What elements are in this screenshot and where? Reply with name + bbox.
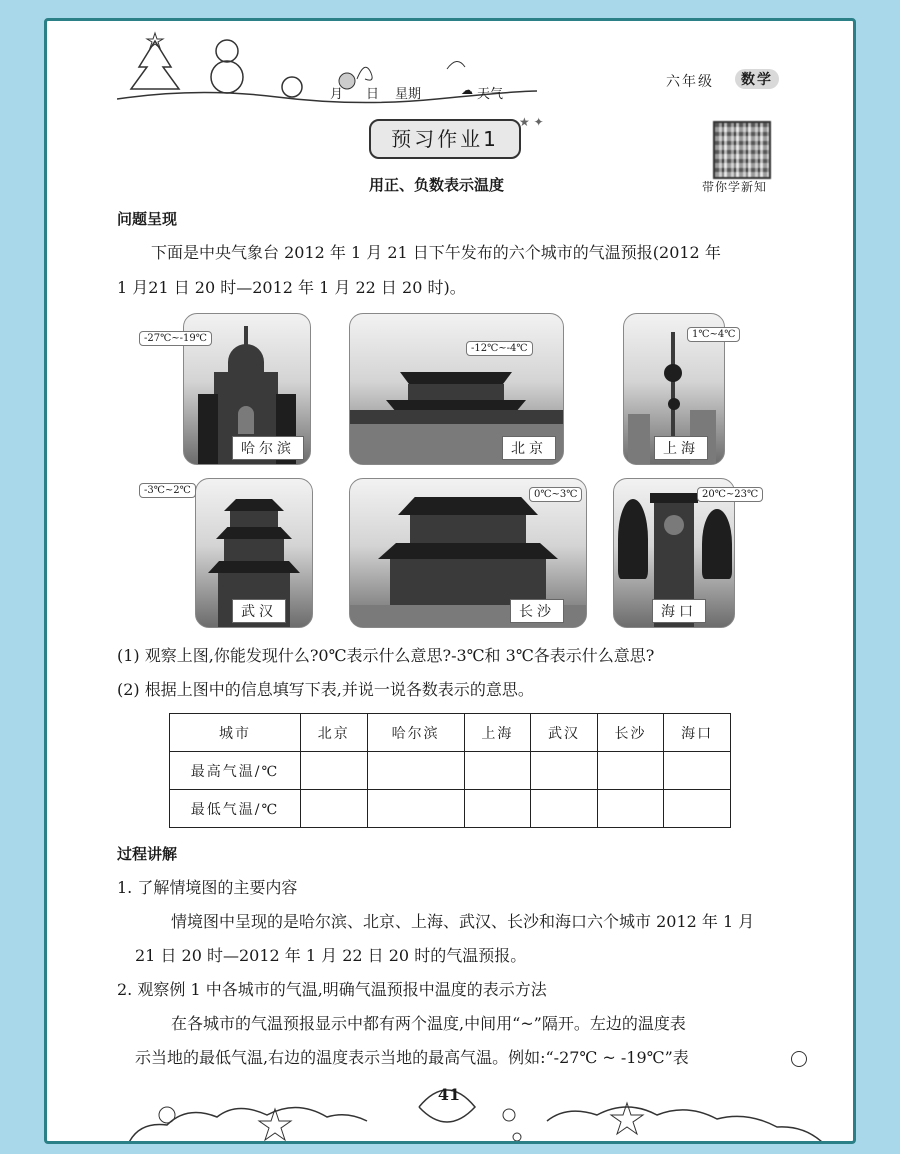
table-header-cell: 长沙 <box>597 714 664 752</box>
city-label: 海口 <box>652 599 706 623</box>
step-1-line-1: 情境图中呈现的是哈尔滨、北京、上海、武汉、长沙和海口六个城市 2012 年 1 月 <box>171 912 755 931</box>
cloud-icon: ☁ <box>461 83 473 97</box>
subject-badge: 数学 <box>735 69 779 89</box>
table-row <box>170 790 731 828</box>
table-header-cell: 上海 <box>464 714 531 752</box>
step-2-line-2: 示当地的最低气温,右边的温度表示当地的最高气温。例如:“-27℃ ~ -19℃”表 <box>135 1048 689 1067</box>
blank-cell[interactable] <box>367 752 464 790</box>
blank-cell[interactable] <box>531 752 598 790</box>
city-label: 上海 <box>654 436 708 460</box>
circle-marker-icon <box>791 1051 807 1067</box>
section-heading-process: 过程讲解 <box>117 845 178 863</box>
temp-bubble: 20℃~23℃ <box>697 487 763 502</box>
grade-label: 六年级 <box>666 74 714 90</box>
intro-line-1: 下面是中央气象台 2012 年 1 月 21 日下午发布的六个城市的气温预报(2012 年 <box>151 243 721 262</box>
table-header-cell: 北京 <box>301 714 368 752</box>
page-number: 41 <box>437 1085 461 1104</box>
table-header-cell: 城市 <box>170 714 301 752</box>
date-label-day: 日 <box>366 87 380 102</box>
blank-cell[interactable] <box>464 752 531 790</box>
blank-cell[interactable] <box>597 790 664 828</box>
blank-cell[interactable] <box>664 790 731 828</box>
blank-cell[interactable] <box>464 790 531 828</box>
blank-cell[interactable] <box>531 790 598 828</box>
temp-bubble: -3℃~2℃ <box>139 483 196 498</box>
star-icon: ★ ✦ <box>519 115 544 129</box>
section-heading-problem: 问题呈现 <box>117 210 178 228</box>
blank-cell[interactable] <box>301 790 368 828</box>
date-label-weekday: 星期 <box>395 87 422 102</box>
question-1: (1) 观察上图,你能发现什么?0℃表示什么意思?-3℃和 3℃各表示什么意思? <box>117 646 655 665</box>
table-header-row <box>170 714 731 752</box>
header-decoration <box>117 29 537 109</box>
step-2-title: 2. 观察例 1 中各城市的气温,明确气温预报中温度的表示方法 <box>117 980 547 999</box>
title-box: 预习作业1 <box>369 119 521 159</box>
blank-cell[interactable] <box>301 752 368 790</box>
question-2: (2) 根据上图中的信息填写下表,并说一说各数表示的意思。 <box>117 680 534 699</box>
temp-bubble: -12℃~-4℃ <box>466 341 533 356</box>
qr-code[interactable] <box>713 121 771 179</box>
temp-bubble: 1℃~4℃ <box>687 327 740 342</box>
table-header-cell: 武汉 <box>531 714 598 752</box>
qr-caption: 带你学新知 <box>702 180 768 194</box>
blank-cell[interactable] <box>664 752 731 790</box>
temperature-table <box>169 713 731 828</box>
intro-line-2: 1 月21 日 20 时—2012 年 1 月 22 日 20 时)。 <box>117 278 466 297</box>
subtitle: 用正、负数表示温度 <box>369 176 505 194</box>
workbook-page <box>44 18 856 1144</box>
blank-cell[interactable] <box>367 790 464 828</box>
step-1-line-2: 21 日 20 时—2012 年 1 月 22 日 20 时的气温预报。 <box>135 946 527 965</box>
temp-bubble: 0℃~3℃ <box>529 487 582 502</box>
city-label: 哈尔滨 <box>232 436 304 460</box>
step-1-title: 1. 了解情境图的主要内容 <box>117 878 298 897</box>
city-label: 武汉 <box>232 599 286 623</box>
photo-wuhan <box>195 478 313 628</box>
step-2-line-1: 在各城市的气温预报显示中都有两个温度,中间用“~”隔开。左边的温度表 <box>171 1014 686 1033</box>
table-header-cell: 哈尔滨 <box>367 714 464 752</box>
row-label: 最低气温/℃ <box>170 790 301 828</box>
row-label: 最高气温/℃ <box>170 752 301 790</box>
city-label: 北京 <box>502 436 556 460</box>
table-header-cell: 海口 <box>664 714 731 752</box>
blank-cell[interactable] <box>597 752 664 790</box>
city-label: 长沙 <box>510 599 564 623</box>
temp-bubble: -27℃~-19℃ <box>139 331 212 346</box>
date-label-month: 月 <box>330 87 344 102</box>
table-row <box>170 752 731 790</box>
date-label-weather: 天气 <box>477 87 504 102</box>
photo-beijing <box>349 313 564 465</box>
